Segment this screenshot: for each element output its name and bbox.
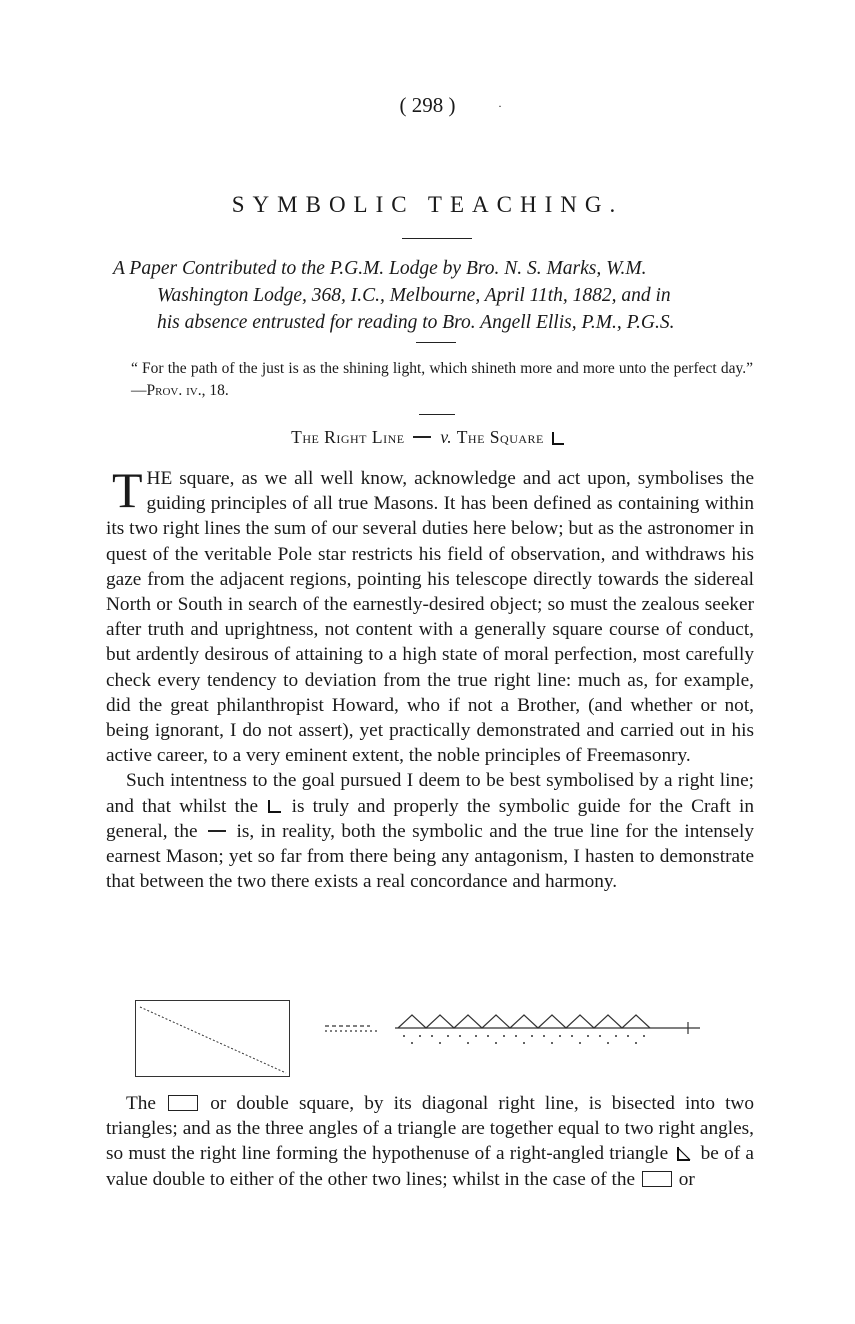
square-symbol-inline	[268, 800, 281, 813]
subtitle-rule	[416, 342, 456, 343]
paragraph-1-text: HE square, as we all well know, acknowledge and act upon, symbolises the guiding principles of all true Masons. It has been defined as containing within its two right lines the sum of our several duties here below; but as the astronomer in quest of the veritable Pole star restricts his field of observation, and withdraws his gaze from the adjacent regions, pointing his telescope directly towards the sidereal North or South in search of the earnestly-desired object; so must the zealous seeker after truth and uprightness, not content with a generally square course of conduct, but ardently desirous of attaining to a high state of moral perfection, most carefully check every tendency to deviation from the true right line: much as, for example, did the great philanthropist Howard, who if not a Brother, (and whether or not, being ignorant, I do not assert), yet practically demonstrated and carried out in his active career, to a very eminent extent, the noble principles of Freemasonry.	[106, 468, 754, 767]
subtitle-line-2: Washington Lodge, 368, I.C., Melbourne, April 11th, 1882, and in	[157, 285, 671, 306]
epigraph-text: “ For the path of the just is as the shining light, which shineth more and more unto the perfect day.” —	[131, 360, 753, 399]
article-title: SYMBOLIC TEACHING.	[231, 192, 624, 217]
paragraph-2-text-c: is, in reality, both the symbolic and the true line for the intensely earnest Mason; yet so far from there being any antagonism, I hasten to demonstrate that between the two there exists a real concordance and harmony.	[106, 820, 754, 893]
section-heading	[0, 427, 855, 448]
heading-left: The Right Line	[291, 427, 405, 447]
subtitle-line-3: his absence entrusted for reading to Bro. Angell Ellis, P.M., P.G.S.	[157, 312, 675, 333]
epigraph-source: Prov. iv., 18.	[146, 382, 229, 399]
paragraph-3-text-a: The	[126, 1093, 156, 1114]
epigraph-rule	[419, 414, 455, 415]
paragraph-1	[106, 462, 754, 768]
subtitle	[113, 255, 753, 336]
paragraph-2-text-b: is truly and properly the symbolic guide for the Craft in general, the	[106, 795, 754, 842]
square-symbol	[552, 432, 564, 445]
epigraph	[113, 358, 753, 402]
double-square-symbol-2	[642, 1171, 672, 1187]
line-symbol	[413, 436, 431, 438]
line-symbol-inline	[208, 830, 226, 832]
paragraph-2-text-a: Such intentness to the goal pursued I deem to be best symbolised by a right line; and that whilst the	[106, 770, 754, 817]
title-rule	[402, 238, 472, 239]
heading-versus: v.	[440, 427, 453, 447]
stray-mark: ·	[498, 99, 502, 113]
paragraph-3	[106, 1091, 754, 1192]
heading-right: The Square	[456, 427, 544, 447]
paragraph-3-text-c: be of a value double to either of the other two lines; whilst in the case of the	[106, 1143, 754, 1190]
double-square-symbol	[168, 1095, 198, 1111]
zigzag-figure	[320, 1010, 710, 1060]
double-square-figure	[135, 1000, 290, 1077]
drop-cap: T	[112, 462, 143, 518]
paragraph-3-text-b: or double square, by its diagonal right line, is bisected into two triangles; and as the three angles of a triangle are together equal to two right angles, so must the right line forming the hypothenuse of a right-angled triangle	[106, 1093, 754, 1165]
paragraph-2	[106, 768, 754, 894]
diagonal-line	[136, 1001, 289, 1076]
subtitle-line-1: A Paper Contributed to the P.G.M. Lodge by Bro. N. S. Marks, W.M.	[113, 258, 647, 279]
article-body	[106, 462, 754, 894]
paragraph-3-text-d: or	[678, 1168, 695, 1190]
article-body-continued	[106, 1091, 754, 1192]
page-number: ( 298 ) ·	[399, 93, 502, 117]
right-triangle-symbol	[676, 1146, 692, 1162]
